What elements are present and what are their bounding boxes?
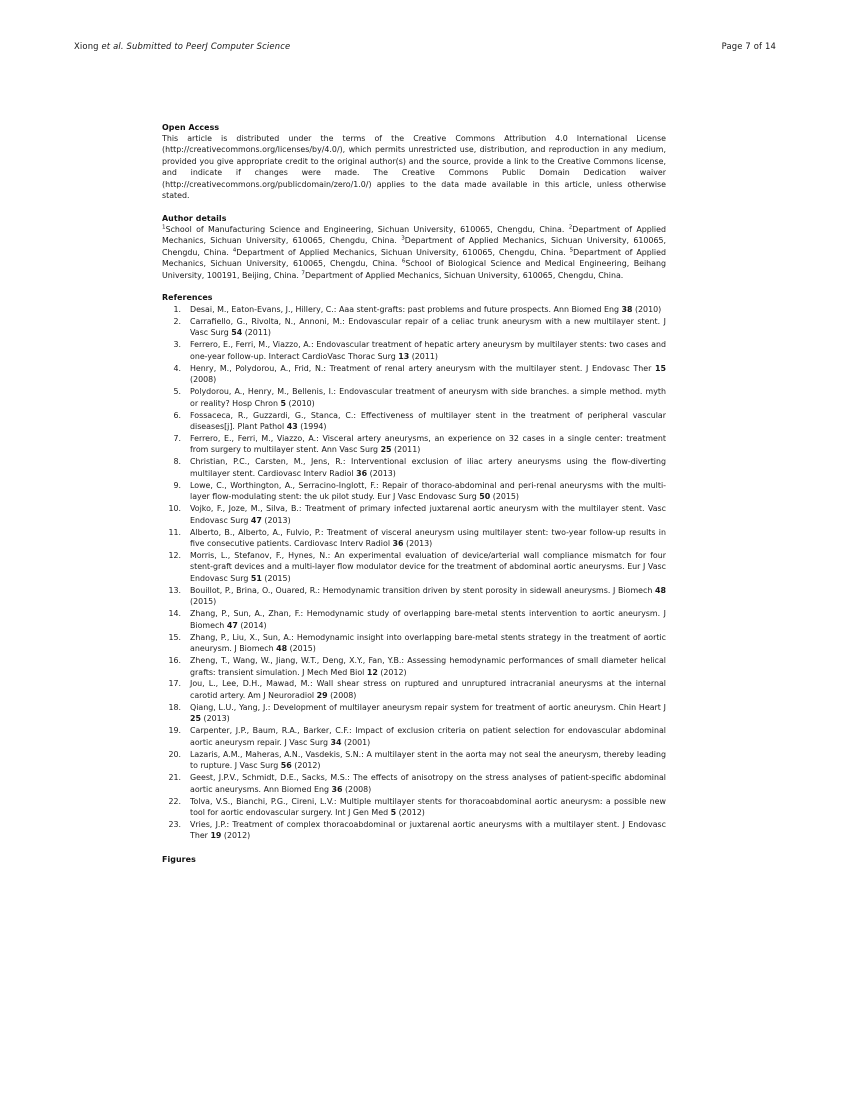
author-details-section <box>162 214 666 281</box>
reference-year: (2015) <box>287 644 316 654</box>
reference-year: (2013) <box>200 714 230 724</box>
author-details-heading: Author details <box>162 213 227 223</box>
reference-year: (2015) <box>490 492 520 502</box>
affiliation-text: Department of Applied Mechanics, Sichuan University, 610065, Chengdu, China. <box>162 236 667 257</box>
reference-text: Carrafiello, G., Rivolta, N., Annoni, M.: Endovascular repair of a celiac trunk aneurysm with a new multilayer stent. J Vasc Surg <box>190 316 666 338</box>
reference-volume: 5 <box>280 398 286 408</box>
reference-year: (2008) <box>342 784 372 794</box>
reference-text: Bouillot, P., Brina, O., Ouared, R.: Hemodynamic transition driven by stent porosity in sidewall aneurysms. J Biomech <box>190 585 656 595</box>
reference-year: (2010) <box>286 398 315 408</box>
author-affiliations-paragraph <box>162 224 666 281</box>
reference-volume: 50 <box>479 492 491 502</box>
reference-year: (2010) <box>632 304 662 314</box>
reference-text: Lazaris, A.M., Maheras, A.N., Vasdekis, S.N.: A multilayer stent in the aorta may not seal the aneurysm, thereby leading to rupture. J Vasc Surg <box>190 749 666 771</box>
reference-year: (2013) <box>403 539 433 549</box>
reference-volume: 34 <box>330 737 342 747</box>
reference-text: Zhang, P., Liu, X., Sun, A.: Hemodynamic insight into overlapping bare-metal stents strategy in the treatment of aortic aneurysm. J Biomech <box>190 632 666 654</box>
affiliation-text: School of Biological Science and Medical Engineering, Beihang University, 100191, Beijing, China. <box>162 259 667 280</box>
reference-text: Ferrero, E., Ferri, M., Viazzo, A.: Visceral artery aneurysms, an experience on 32 cases in a single center: treatment from surgery to multilayer stent. Ann Vasc Surg <box>190 433 666 455</box>
reference-year: (2012) <box>377 667 407 677</box>
affiliation-text: Department of Applied Mechanics, Sichuan University, 610065, Chengdu, China. <box>304 270 624 280</box>
reference-volume: 29 <box>316 690 328 700</box>
affiliation-marker: 7 <box>301 269 305 276</box>
reference-year: (2014) <box>237 620 267 630</box>
affiliation-marker: 5 <box>569 247 574 253</box>
reference-item <box>162 339 666 362</box>
reference-item <box>162 386 666 409</box>
reference-text: Geest, J.P.V., Schmidt, D.E., Sacks, M.S.: The effects of anisotropy on the stress analyses of patient-specific abdominal aortic aneurysms. Ann Biomed Eng <box>190 773 666 794</box>
reference-text: Christian, P.C., Carsten, M., Jens, R.: Interventional exclusion of iliac artery aneurysms using the flow-diverting multilayer stent. Cardiovasc Interv Radiol <box>190 457 666 478</box>
reference-volume: 5 <box>390 807 397 817</box>
header-author-name: Xiong <box>74 41 102 51</box>
reference-volume: 12 <box>366 667 378 677</box>
page-running-header <box>74 41 776 51</box>
reference-year: (2001) <box>341 737 371 747</box>
page-number-indicator: Page 7 of 14 <box>721 41 776 51</box>
reference-text: Tolva, V.S., Bianchi, P.G., Cireni, L.V.: Multiple multilayer stents for thoracoabdominal aortic aneurysm: a possible new tool for aortic endovascular surgery. Int J Gen Med <box>190 796 666 817</box>
reference-year: (2012) <box>221 831 251 841</box>
reference-text: Henry, M., Polydorou, A., Frid, N.: Treatment of renal artery aneurysm with the multilayer stent. J Endovasc Ther <box>190 363 656 373</box>
reference-text: Alberto, B., Alberto, A., Fulvio, P.: Treatment of visceral aneurysm using multilayer stent: two-year follow-up results in five consecutive patients. Cardiovasc Interv Radiol <box>190 527 666 549</box>
reference-item <box>162 702 666 725</box>
reference-list <box>162 304 666 842</box>
open-access-paragraph: This article is distributed under the terms of the Creative Commons Attribution 4.0 International License (http://creativecommons.org/licenses/by/4.0/), which permits unrestricted use, distribution, and reproduction in any medium, provided you give appropriate credit to the original author(s) and the source, provide a link to the Creative Commons license, and indicate if changes were made. The Creative Commons Public Domain Dedication waiver (http://creativecommons.org/publicdomain/zero/1.0/) applies to the data made available in this article, unless otherwise stated. <box>162 134 666 201</box>
reference-text: Jou, L., Lee, D.H., Mawad, M.: Wall shear stress on ruptured and unruptured intracranial aneurysms at the internal carotid artery. Am J Neuroradiol <box>190 679 666 700</box>
reference-volume: 56 <box>280 761 292 771</box>
reference-volume: 47 <box>226 620 238 630</box>
reference-volume: 36 <box>331 784 343 794</box>
affiliation-text: Department of Applied Mechanics, Sichuan University, 610065, Chengdu, China. <box>162 247 666 269</box>
reference-volume: 47 <box>250 515 262 525</box>
affiliation-marker: 6 <box>401 258 406 265</box>
reference-item <box>162 819 666 842</box>
reference-volume: 13 <box>398 351 410 361</box>
header-citation <box>74 41 290 51</box>
reference-item <box>162 363 666 386</box>
reference-year: (2011) <box>242 328 271 338</box>
reference-item <box>162 410 666 433</box>
reference-text: Carpenter, J.P., Baum, R.A., Barker, C.F.: Impact of exclusion criteria on patient selection for endovascular abdominal aortic aneurysm repair. J Vasc Surg <box>190 726 666 747</box>
references-heading: References <box>162 292 213 302</box>
reference-year: (2011) <box>391 445 421 455</box>
header-et-al: et al. <box>101 41 124 51</box>
reference-year: (1994) <box>297 422 327 432</box>
reference-text: Zheng, T., Wang, W., Jiang, W.T., Deng, X.Y., Fan, Y.B.: Assessing hemodynamic performances of small diameter helical grafts: transient simulation. J Mech Med Biol <box>190 656 666 677</box>
reference-volume: 48 <box>276 644 288 654</box>
reference-item <box>162 550 666 584</box>
header-journal-title: Submitted to PeerJ Computer Science <box>123 41 291 51</box>
spacer <box>162 202 666 214</box>
reference-item <box>162 585 666 608</box>
reference-year: (2015) <box>190 597 217 607</box>
reference-volume: 25 <box>190 714 201 724</box>
reference-year: (2015) <box>261 573 291 583</box>
reference-volume: 43 <box>286 422 298 432</box>
reference-item <box>162 503 666 526</box>
open-access-section <box>162 123 666 202</box>
reference-item <box>162 772 666 795</box>
affiliation-marker: 2 <box>568 224 573 231</box>
reference-volume: 19 <box>210 831 222 841</box>
figures-heading: Figures <box>162 855 196 865</box>
affiliation-marker: 1 <box>162 224 166 231</box>
reference-item <box>162 678 666 701</box>
reference-year: (2013) <box>367 468 396 478</box>
document-body <box>162 123 666 865</box>
reference-volume: 25 <box>380 445 392 455</box>
reference-item <box>162 608 666 631</box>
reference-item <box>162 316 666 339</box>
reference-text: Zhang, P., Sun, A., Zhan, F.: Hemodynamic study of overlapping bare-metal stents intervention to aortic aneurysm. J Biomech <box>190 609 666 630</box>
reference-text: Desai, M., Eaton-Evans, J., Hillery, C.: Aaa stent-grafts: past problems and future prospects. Ann Biomed Eng <box>190 304 622 314</box>
reference-text: Qiang, L.U., Yang, J.: Development of multilayer aneurysm repair system for treatment of aortic aneurysm. Chin Heart J <box>190 702 666 712</box>
affiliation-text: Department of Applied Mechanics, Sichuan University, 610065, Chengdu, China. <box>162 224 666 246</box>
reference-volume: 48 <box>655 585 666 595</box>
reference-item <box>162 725 666 748</box>
reference-item <box>162 527 666 550</box>
reference-text: Vries, J.P.: Treatment of complex thoracoabdominal or juxtarenal aortic aneurysms with a multilayer stent. J Endovasc Ther <box>190 819 666 841</box>
reference-volume: 51 <box>250 573 262 583</box>
reference-volume: 38 <box>621 304 633 314</box>
spacer <box>162 842 666 855</box>
reference-year: (2008) <box>327 690 357 700</box>
reference-volume: 15 <box>655 363 666 373</box>
reference-item <box>162 632 666 655</box>
spacer <box>162 281 666 293</box>
reference-text: Polydorou, A., Henry, M., Bellenis, I.: Endovascular treatment of aneurysm with side branches. a simple method. myth or reality? Hosp Chron <box>190 387 666 408</box>
reference-item <box>162 796 666 819</box>
reference-volume: 54 <box>231 328 243 338</box>
reference-volume: 36 <box>392 539 404 549</box>
reference-item <box>162 433 666 456</box>
open-access-heading: Open Access <box>162 123 220 132</box>
reference-year: (2011) <box>409 351 438 361</box>
affiliation-marker: 3 <box>401 235 405 242</box>
affiliation-text: School of Manufacturing Science and Engineering, Sichuan University, 610065, Chengdu, China. <box>165 224 569 234</box>
figures-section <box>162 855 666 864</box>
reference-year: (2012) <box>291 761 321 771</box>
reference-text: Vojko, F., Joze, M., Silva, B.: Treatment of primary infected juxtarenal aortic aneurysm with the multilayer stent. Vasc Endovasc Surg <box>190 504 666 525</box>
reference-year: (2012) <box>396 807 425 817</box>
reference-text: Fossaceca, R., Guzzardi, G., Stanca, C.: Effectiveness of multilayer stent in the treatment of peripheral vascular diseases[j]. Plant Pathol <box>190 410 666 432</box>
affiliation-marker: 4 <box>232 247 237 253</box>
reference-volume: 36 <box>356 468 368 478</box>
reference-item <box>162 304 666 315</box>
reference-year: (2013) <box>261 515 291 525</box>
references-section <box>162 293 666 842</box>
reference-item <box>162 749 666 772</box>
reference-text: Ferrero, E., Ferri, M., Viazzo, A.: Endovascular treatment of hepatic artery aneurysm by multilayer stents: two cases and one-year follow-up. Interact CardioVasc Thorac Surg <box>190 340 666 361</box>
reference-item <box>162 655 666 678</box>
affiliation-text: Department of Applied Mechanics, Sichuan University, 610065, Chengdu, China. <box>236 247 570 257</box>
reference-text: Lowe, C., Worthington, A., Serracino-Inglott, F.: Repair of thoraco-abdominal and peri-renal aneurysms with the multi-layer flow-modulating stent: the uk pilot study. Eur J Vasc Endovasc Surg <box>190 480 666 502</box>
reference-text: Morris, L., Stefanov, F., Hynes, N.: An experimental evaluation of device/arterial wall compliance mismatch for four stent-graft devices and a multi-layer flow modulator device for the treatment of abdominal aortic aneurysms. Eur J Vasc Endovasc Surg <box>190 551 666 583</box>
reference-year: (2008) <box>190 375 217 385</box>
reference-item <box>162 480 666 503</box>
reference-item <box>162 456 666 479</box>
